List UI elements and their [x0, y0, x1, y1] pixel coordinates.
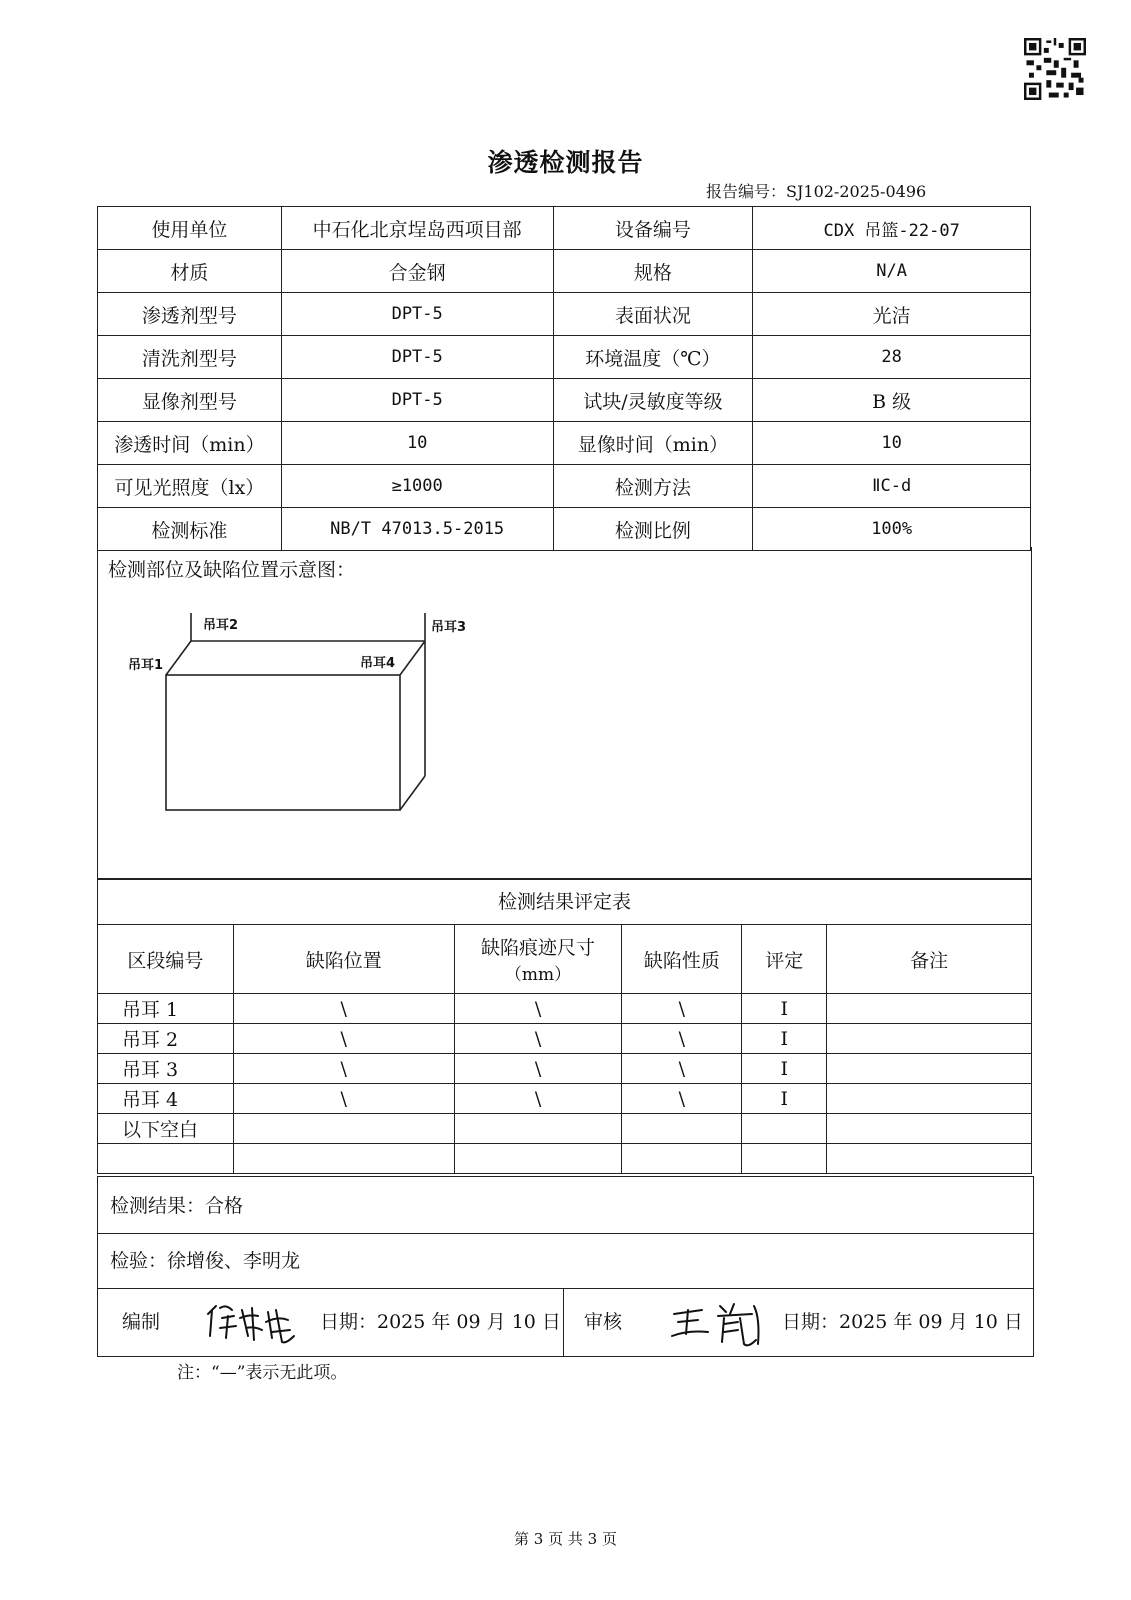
header-size — [454, 925, 622, 994]
page-number: 第 3 页 共 3 页 — [514, 1530, 617, 1548]
header-remark: 备注 — [827, 925, 1032, 994]
results-cell-section: 以下空白 — [98, 1114, 234, 1144]
info-row — [98, 465, 1031, 508]
info-label: 检测方法 — [553, 465, 753, 508]
info-label: 表面状况 — [553, 293, 753, 336]
info-value: DPT-5 — [281, 293, 553, 336]
inspectors-text: 检验：徐增俊、李明龙 — [110, 1250, 301, 1272]
results-cell-position: \ — [233, 994, 454, 1024]
info-label: 检测比例 — [553, 508, 753, 551]
info-row — [98, 250, 1031, 293]
report-number — [706, 179, 926, 202]
results-cell-size: \ — [454, 1024, 622, 1054]
report-number-label: 报告编号： — [706, 182, 787, 201]
info-value: DPT-5 — [281, 379, 553, 422]
header-size-unit: （mm） — [504, 965, 572, 985]
results-cell-nature — [622, 1114, 742, 1144]
info-value: 光洁 — [753, 293, 1031, 336]
conclusion-text: 检测结果：合格 — [110, 1195, 244, 1217]
signoff-divider — [563, 1288, 564, 1356]
results-row — [98, 1024, 1032, 1054]
header-size-label: 缺陷痕迹尺寸 — [481, 937, 596, 959]
info-row — [98, 336, 1031, 379]
results-cell-nature: \ — [622, 1054, 742, 1084]
results-cell-section: 吊耳 3 — [98, 1054, 234, 1084]
results-cell-remark — [827, 1024, 1032, 1054]
info-row — [98, 207, 1031, 250]
results-cell-rating: I — [742, 1054, 827, 1084]
qr-code-icon — [1024, 38, 1086, 100]
results-cell-section: 吊耳 4 — [98, 1084, 234, 1114]
info-value: 28 — [753, 336, 1031, 379]
results-cell-rating: I — [742, 1024, 827, 1054]
info-value: N/A — [753, 250, 1031, 293]
diagram-label: 检测部位及缺陷位置示意图： — [108, 559, 356, 581]
results-cell-remark — [827, 1054, 1032, 1084]
results-cell-remark — [827, 1144, 1032, 1174]
results-cell-nature: \ — [622, 1024, 742, 1054]
results-row — [98, 1114, 1032, 1144]
signoff-box — [97, 1288, 1034, 1357]
info-value: 中石化北京埕岛西项目部 — [281, 207, 553, 250]
results-cell-rating — [742, 1114, 827, 1144]
results-cell-position — [233, 1114, 454, 1144]
results-table — [97, 924, 1032, 1174]
info-label: 规格 — [553, 250, 753, 293]
results-cell-nature: \ — [622, 1084, 742, 1114]
results-cell-section: 吊耳 1 — [98, 994, 234, 1024]
info-value: ≥1000 — [281, 465, 553, 508]
lug-label-3: 吊耳3 — [431, 620, 467, 635]
results-cell-remark — [827, 1084, 1032, 1114]
info-label: 材质 — [98, 250, 282, 293]
results-row — [98, 994, 1032, 1024]
header-rating: 评定 — [742, 925, 827, 994]
results-row — [98, 1084, 1032, 1114]
results-cell-rating: I — [742, 994, 827, 1024]
compile-signature — [202, 1296, 302, 1350]
info-value: NB/T 47013.5-2015 — [281, 508, 553, 551]
results-cell-size: \ — [454, 994, 622, 1024]
results-cell-size — [454, 1114, 622, 1144]
info-label: 清洗剂型号 — [98, 336, 282, 379]
results-cell-rating — [742, 1144, 827, 1174]
results-cell-position: \ — [233, 1024, 454, 1054]
lug-label-4: 吊耳4 — [360, 656, 396, 671]
results-cell-section — [98, 1144, 234, 1174]
results-table-title: 检测结果评定表 — [97, 878, 1032, 925]
results-cell-rating: I — [742, 1084, 827, 1114]
info-value: 合金钢 — [281, 250, 553, 293]
inspectors-box — [97, 1232, 1034, 1289]
header-position: 缺陷位置 — [233, 925, 454, 994]
info-label: 环境温度（℃） — [553, 336, 753, 379]
lug-label-2: 吊耳2 — [203, 618, 239, 633]
info-value: CDX 吊篮-22-07 — [753, 207, 1031, 250]
compile-date: 日期：2025 年 09 月 10 日 — [320, 1311, 561, 1333]
info-row — [98, 508, 1031, 551]
report-title: 渗透检测报告 — [487, 148, 644, 177]
info-label: 设备编号 — [553, 207, 753, 250]
results-cell-position: \ — [233, 1054, 454, 1084]
info-row — [98, 293, 1031, 336]
results-cell-nature: \ — [622, 994, 742, 1024]
basket-diagram — [98, 547, 1031, 879]
results-header-row — [98, 925, 1032, 994]
results-row — [98, 1144, 1032, 1174]
results-cell-remark — [827, 994, 1032, 1024]
info-value: ⅡC-d — [753, 465, 1031, 508]
conclusion-box — [97, 1176, 1034, 1234]
info-label: 显像剂型号 — [98, 379, 282, 422]
results-cell-size — [454, 1144, 622, 1174]
lug-label-1: 吊耳1 — [128, 658, 164, 673]
info-label: 检测标准 — [98, 508, 282, 551]
basket-front-face — [166, 675, 400, 810]
info-label: 渗透时间（min） — [98, 422, 282, 465]
info-value: 10 — [281, 422, 553, 465]
info-label: 使用单位 — [98, 207, 282, 250]
review-label: 审核 — [584, 1311, 623, 1333]
results-cell-remark — [827, 1114, 1032, 1144]
info-row — [98, 422, 1031, 465]
review-signature — [668, 1294, 768, 1352]
review-date: 日期：2025 年 09 月 10 日 — [782, 1311, 1023, 1333]
info-label: 试块/灵敏度等级 — [553, 379, 753, 422]
results-cell-nature — [622, 1144, 742, 1174]
footnote: 注：“—”表示无此项。 — [177, 1363, 348, 1383]
info-value: 100% — [753, 508, 1031, 551]
results-cell-position — [233, 1144, 454, 1174]
info-value: 10 — [753, 422, 1031, 465]
compile-label: 编制 — [122, 1311, 161, 1333]
info-label: 渗透剂型号 — [98, 293, 282, 336]
results-cell-size: \ — [454, 1054, 622, 1084]
diagram-section — [97, 547, 1032, 880]
results-cell-size: \ — [454, 1084, 622, 1114]
results-row — [98, 1054, 1032, 1084]
header-nature: 缺陷性质 — [622, 925, 742, 994]
info-label: 可见光照度（lx） — [98, 465, 282, 508]
header-section: 区段编号 — [98, 925, 234, 994]
report-number-value: SJ102-2025-0496 — [786, 182, 927, 201]
info-value: DPT-5 — [281, 336, 553, 379]
info-label: 显像时间（min） — [553, 422, 753, 465]
results-cell-section: 吊耳 2 — [98, 1024, 234, 1054]
results-cell-position: \ — [233, 1084, 454, 1114]
info-value: B 级 — [753, 379, 1031, 422]
inspection-parameters-table — [97, 206, 1031, 551]
info-row — [98, 379, 1031, 422]
